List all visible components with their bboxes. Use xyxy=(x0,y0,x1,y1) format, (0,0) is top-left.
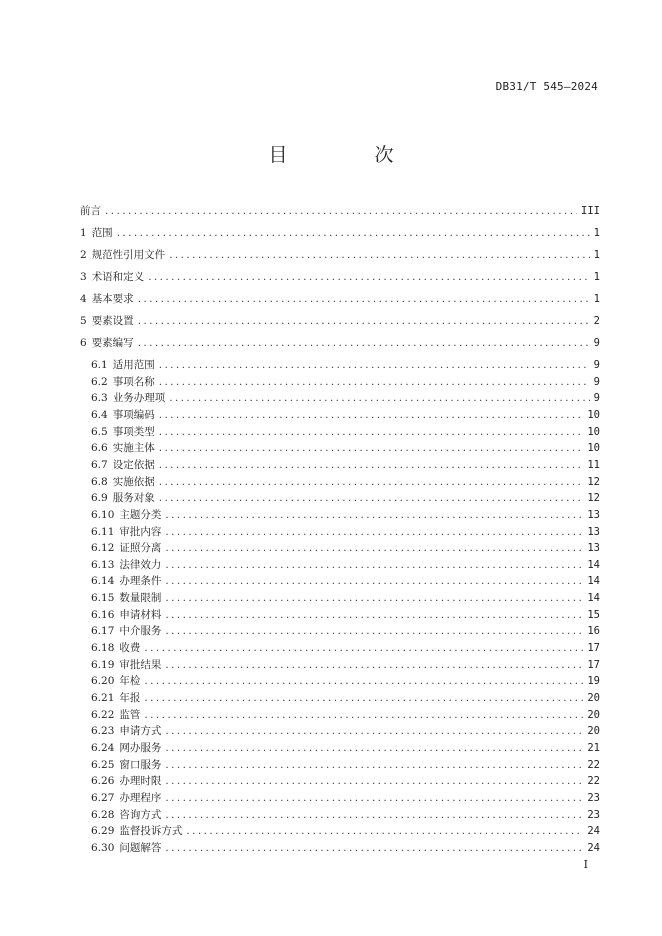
toc-entry-number: 6.8 xyxy=(91,475,108,488)
toc-entry-label xyxy=(80,247,165,262)
toc-entry[interactable] xyxy=(80,269,600,283)
toc-entry-label xyxy=(91,490,155,505)
toc-entry[interactable] xyxy=(80,247,600,261)
toc-entry-label xyxy=(91,640,140,655)
toc-entry-title: 网办服务 xyxy=(119,741,162,754)
toc-entry-number: 6.30 xyxy=(91,841,115,854)
toc-leader-dots xyxy=(169,249,589,261)
toc-entry-number: 6.6 xyxy=(91,442,108,455)
toc-leader-dots xyxy=(144,692,583,704)
toc-entry-number: 6.11 xyxy=(91,525,115,538)
toc-entry-page: 12 xyxy=(587,475,600,488)
toc-entry-number: 6.13 xyxy=(91,558,115,571)
toc-leader-dots xyxy=(165,542,583,554)
toc-entry[interactable] xyxy=(80,291,600,305)
toc-entry-label xyxy=(91,390,165,405)
toc-leader-dots xyxy=(165,809,583,821)
toc-entry-title: 中介服务 xyxy=(119,625,162,638)
toc-entry[interactable] xyxy=(91,457,600,471)
toc-entry[interactable] xyxy=(91,540,600,554)
toc-entry-title: 年报 xyxy=(119,692,141,704)
toc-entry-label xyxy=(91,507,161,522)
toc-leader-dots xyxy=(165,659,583,671)
document-code: DB31/T 545—2024 xyxy=(495,80,598,93)
toc-entry-title: 办理程序 xyxy=(119,791,162,804)
toc-entry-number: 2 xyxy=(80,249,87,261)
toc-entry-page: 12 xyxy=(587,492,600,505)
toc-entry-title: 监督投诉方式 xyxy=(119,825,183,838)
toc-entry-page: 22 xyxy=(587,758,600,771)
page-number: I xyxy=(583,858,588,871)
toc-entry-title: 实施依据 xyxy=(112,475,155,488)
toc-entry-title: 申请方式 xyxy=(119,725,162,738)
toc-entry-title: 咨询方式 xyxy=(119,808,162,821)
toc-entry-number: 6.26 xyxy=(91,775,115,788)
toc-entry-title: 收费 xyxy=(119,642,141,655)
toc-entry-label xyxy=(91,540,161,555)
toc-entry[interactable] xyxy=(91,573,600,587)
toc-leader-dots xyxy=(165,625,583,637)
toc-entry-title: 申请材料 xyxy=(119,608,162,621)
toc-entry-label xyxy=(91,573,161,588)
toc-entry-label xyxy=(91,590,161,605)
toc-leader-dots xyxy=(144,709,583,721)
toc-entry-number: 6.20 xyxy=(91,675,115,688)
toc-entry[interactable] xyxy=(91,474,600,488)
toc-entry-label xyxy=(80,225,113,240)
toc-entry[interactable] xyxy=(91,790,600,804)
toc-entry[interactable] xyxy=(91,440,600,454)
toc-entry-number: 3 xyxy=(80,271,87,283)
toc-entry-number: 6.25 xyxy=(91,758,115,771)
toc-entry-number: 4 xyxy=(80,293,87,305)
toc-entry-label xyxy=(91,790,161,805)
toc-entry-page: 24 xyxy=(587,841,600,854)
toc-entry-number: 6.22 xyxy=(91,708,115,721)
toc-entry[interactable] xyxy=(91,723,600,737)
toc-entry-title: 审批内容 xyxy=(119,525,162,538)
toc-entry[interactable] xyxy=(91,840,600,854)
toc-entry-title: 事项类型 xyxy=(112,425,155,438)
toc-entry-page: 15 xyxy=(587,608,600,621)
toc-leader-dots xyxy=(165,725,583,737)
toc-entry[interactable] xyxy=(91,623,600,637)
toc-entry-page: 13 xyxy=(587,525,600,538)
toc-entry[interactable] xyxy=(91,374,600,388)
toc-entry-page: 1 xyxy=(593,271,600,283)
toc-entry-title: 业务办理项 xyxy=(112,392,166,405)
toc-entry-label xyxy=(91,673,140,688)
toc-entry-number: 6.17 xyxy=(91,625,115,638)
toc-entry-number: 6.27 xyxy=(91,791,115,804)
toc-entry-page: 2 xyxy=(593,315,600,327)
toc-entry-number: 6.9 xyxy=(91,492,108,505)
toc-entry-page: 13 xyxy=(587,542,600,555)
toc-entry-title: 事项编码 xyxy=(112,408,155,421)
toc-entry[interactable] xyxy=(91,524,600,538)
toc-entry-page: 20 xyxy=(587,708,600,721)
toc-entry[interactable] xyxy=(91,407,600,421)
toc-entry-number: 6.21 xyxy=(91,692,115,704)
toc-entry-number: 6.10 xyxy=(91,508,115,521)
toc-entry[interactable] xyxy=(91,690,600,704)
toc-leader-dots xyxy=(159,409,584,421)
toc-entry-page: 16 xyxy=(587,625,600,638)
toc-leader-dots xyxy=(159,426,584,438)
toc-entry[interactable] xyxy=(91,657,600,671)
toc-entry-number: 6.16 xyxy=(91,608,115,621)
toc-entry-label xyxy=(91,740,161,755)
toc-leader-dots xyxy=(144,642,583,654)
toc-entry-label xyxy=(91,457,155,472)
toc-entry-page: 13 xyxy=(587,508,600,521)
toc-entry-number: 6.19 xyxy=(91,658,115,671)
toc-entry[interactable] xyxy=(91,424,600,438)
toc-entry-title: 要素编写 xyxy=(91,337,134,349)
toc-entry-label xyxy=(80,269,144,284)
toc-leader-dots xyxy=(165,575,583,587)
toc-entry-title: 术语和定义 xyxy=(91,271,145,283)
toc-entry-label xyxy=(91,840,161,855)
toc-leader-dots xyxy=(144,675,583,687)
toc-entry-number: 6.24 xyxy=(91,741,115,754)
toc-entry-page: 9 xyxy=(593,337,600,349)
toc-entry-page: 23 xyxy=(587,808,600,821)
toc-leader-dots xyxy=(169,392,589,404)
toc-entry-page: 14 xyxy=(587,575,600,588)
toc-entry-title: 设定依据 xyxy=(112,458,155,471)
toc-entry-label xyxy=(91,707,140,722)
toc-entry[interactable] xyxy=(91,640,600,654)
toc-entry-label xyxy=(91,723,161,738)
toc-entry-title: 窗口服务 xyxy=(119,758,162,771)
toc-leader-dots xyxy=(165,592,583,604)
toc-entry[interactable] xyxy=(80,313,600,327)
toc-leader-dots xyxy=(165,792,583,804)
toc-leader-dots xyxy=(148,271,589,283)
toc-leader-dots xyxy=(165,609,583,621)
toc-entry-label xyxy=(80,313,134,328)
toc-entry-page: 10 xyxy=(587,442,600,455)
toc-leader-dots xyxy=(159,492,584,504)
toc-entry-page: III xyxy=(581,205,600,217)
toc-entry-number: 6 xyxy=(80,337,87,349)
toc-entry-number: 6.3 xyxy=(91,392,108,405)
toc-entry-number: 6.7 xyxy=(91,458,108,471)
toc-entry-title: 数量限制 xyxy=(119,592,162,605)
toc-entry[interactable] xyxy=(91,707,600,721)
toc-entry-page: 1 xyxy=(593,249,600,261)
toc-entry-title: 事项名称 xyxy=(112,375,155,388)
toc-entry-title: 证照分离 xyxy=(119,542,162,555)
toc-entry-title: 问题解答 xyxy=(119,841,162,854)
toc-leader-dots xyxy=(159,476,584,488)
toc-entry[interactable] xyxy=(80,225,600,239)
toc-leader-dots xyxy=(165,509,583,521)
toc-entry-page: 9 xyxy=(593,392,600,405)
toc-entry-label xyxy=(91,623,161,638)
toc-entry-label xyxy=(91,807,161,822)
toc-entry-title: 基本要求 xyxy=(91,293,134,305)
toc-entry-number: 6.15 xyxy=(91,592,115,605)
toc-entry-label xyxy=(80,335,134,350)
toc-entry-title: 办理条件 xyxy=(119,575,162,588)
toc-entry-page: 9 xyxy=(593,359,600,371)
toc-entry-title: 审批结果 xyxy=(119,658,162,671)
toc-entry-label xyxy=(91,607,161,622)
toc-entry-page: 17 xyxy=(587,658,600,671)
toc-entry-number: 6.28 xyxy=(91,808,115,821)
toc-entry-number: 6.23 xyxy=(91,725,115,738)
toc-entry-number: 6.2 xyxy=(91,375,108,388)
toc-leader-dots xyxy=(138,337,590,349)
toc-entry-page: 11 xyxy=(587,458,600,471)
toc-entry-page: 1 xyxy=(593,227,600,239)
toc-leader-dots xyxy=(165,842,583,854)
toc-entry-page: 24 xyxy=(587,825,600,838)
toc-entry-label xyxy=(91,374,155,389)
toc-leader-dots xyxy=(186,825,583,837)
page-title: 目 次 xyxy=(268,144,428,166)
toc-entry-title: 前言 xyxy=(80,205,101,217)
toc-leader-dots xyxy=(159,459,584,471)
toc-entry-number: 6.4 xyxy=(91,408,108,421)
toc-leader-dots xyxy=(159,442,584,454)
toc-entry-title: 主题分类 xyxy=(119,508,162,521)
toc-entry-page: 20 xyxy=(587,692,600,704)
toc-entry-number: 6.29 xyxy=(91,825,115,838)
toc-leader-dots xyxy=(138,293,590,305)
toc-entry-label xyxy=(91,357,155,372)
toc-leader-dots xyxy=(159,359,590,371)
toc-entry[interactable] xyxy=(91,740,600,754)
toc-entry-page: 1 xyxy=(593,293,600,305)
toc-entry[interactable] xyxy=(80,335,600,349)
toc-entry-title: 办理时限 xyxy=(119,775,162,788)
toc-entry-number: 1 xyxy=(80,227,87,239)
toc-entry-page: 23 xyxy=(587,791,600,804)
toc-entry-title: 适用范围 xyxy=(112,359,155,371)
toc-entry-title: 实施主体 xyxy=(112,442,155,455)
toc-entry[interactable] xyxy=(91,807,600,821)
toc-entry[interactable] xyxy=(91,607,600,621)
toc-leader-dots xyxy=(159,376,590,388)
toc-entry-title: 年检 xyxy=(119,675,141,688)
toc-entry-label xyxy=(91,440,155,455)
toc-entry-label xyxy=(91,524,161,539)
toc-entry[interactable] xyxy=(91,507,600,521)
toc-entry-number: 6.5 xyxy=(91,425,108,438)
toc-entry[interactable] xyxy=(91,590,600,604)
toc-entry-label xyxy=(91,773,161,788)
toc-leader-dots xyxy=(165,742,583,754)
toc-entry-page: 14 xyxy=(587,592,600,605)
toc-entry-page: 17 xyxy=(587,642,600,655)
toc-entry-label xyxy=(91,823,182,838)
toc-leader-dots xyxy=(165,775,583,787)
toc-entry-title: 法律效力 xyxy=(119,558,162,571)
toc-leader-dots xyxy=(105,205,577,217)
toc-leader-dots xyxy=(117,227,590,239)
toc-entry-label xyxy=(80,203,101,218)
toc-entry-label xyxy=(91,474,155,489)
toc-entry-label xyxy=(91,690,140,705)
toc-entry-number: 6.18 xyxy=(91,642,115,655)
toc-entry[interactable] xyxy=(91,557,600,571)
toc-entry-title: 范围 xyxy=(91,227,113,239)
toc-entry[interactable] xyxy=(91,773,600,787)
toc-entry-label xyxy=(91,557,161,572)
toc-entry[interactable] xyxy=(91,823,600,837)
toc-entry-page: 10 xyxy=(587,408,600,421)
toc-entry-title: 监管 xyxy=(119,708,141,721)
toc-entry-label xyxy=(91,407,155,422)
toc-entry-page: 19 xyxy=(587,675,600,688)
toc-entry-number: 6.14 xyxy=(91,575,115,588)
toc-entry-title: 规范性引用文件 xyxy=(91,249,166,261)
toc-entry[interactable] xyxy=(91,357,600,371)
toc-entry-label xyxy=(91,757,161,772)
toc-entry[interactable] xyxy=(91,390,600,404)
toc-entry-number: 5 xyxy=(80,315,87,327)
toc-entry-label xyxy=(91,657,161,672)
toc-entry-page: 22 xyxy=(587,775,600,788)
toc-entry-page: 10 xyxy=(587,425,600,438)
toc-entry-page: 20 xyxy=(587,725,600,738)
toc-entry[interactable] xyxy=(91,490,600,504)
toc-leader-dots xyxy=(165,559,583,571)
toc-entry-label xyxy=(91,424,155,439)
toc-entry-number: 6.1 xyxy=(91,359,108,371)
toc-entry-page: 9 xyxy=(593,375,600,388)
toc-entry-page: 14 xyxy=(587,558,600,571)
toc-entry[interactable] xyxy=(91,673,600,687)
toc-entry-page: 21 xyxy=(587,741,600,754)
toc-leader-dots xyxy=(165,526,583,538)
toc-entry[interactable] xyxy=(80,203,600,217)
toc-leader-dots xyxy=(138,315,590,327)
toc-entry-number: 6.12 xyxy=(91,542,115,555)
toc-entry-title: 服务对象 xyxy=(112,492,155,505)
toc-leader-dots xyxy=(165,759,583,771)
toc-entry[interactable] xyxy=(91,757,600,771)
toc-entry-label xyxy=(80,291,134,306)
toc-entry-title: 要素设置 xyxy=(91,315,134,327)
